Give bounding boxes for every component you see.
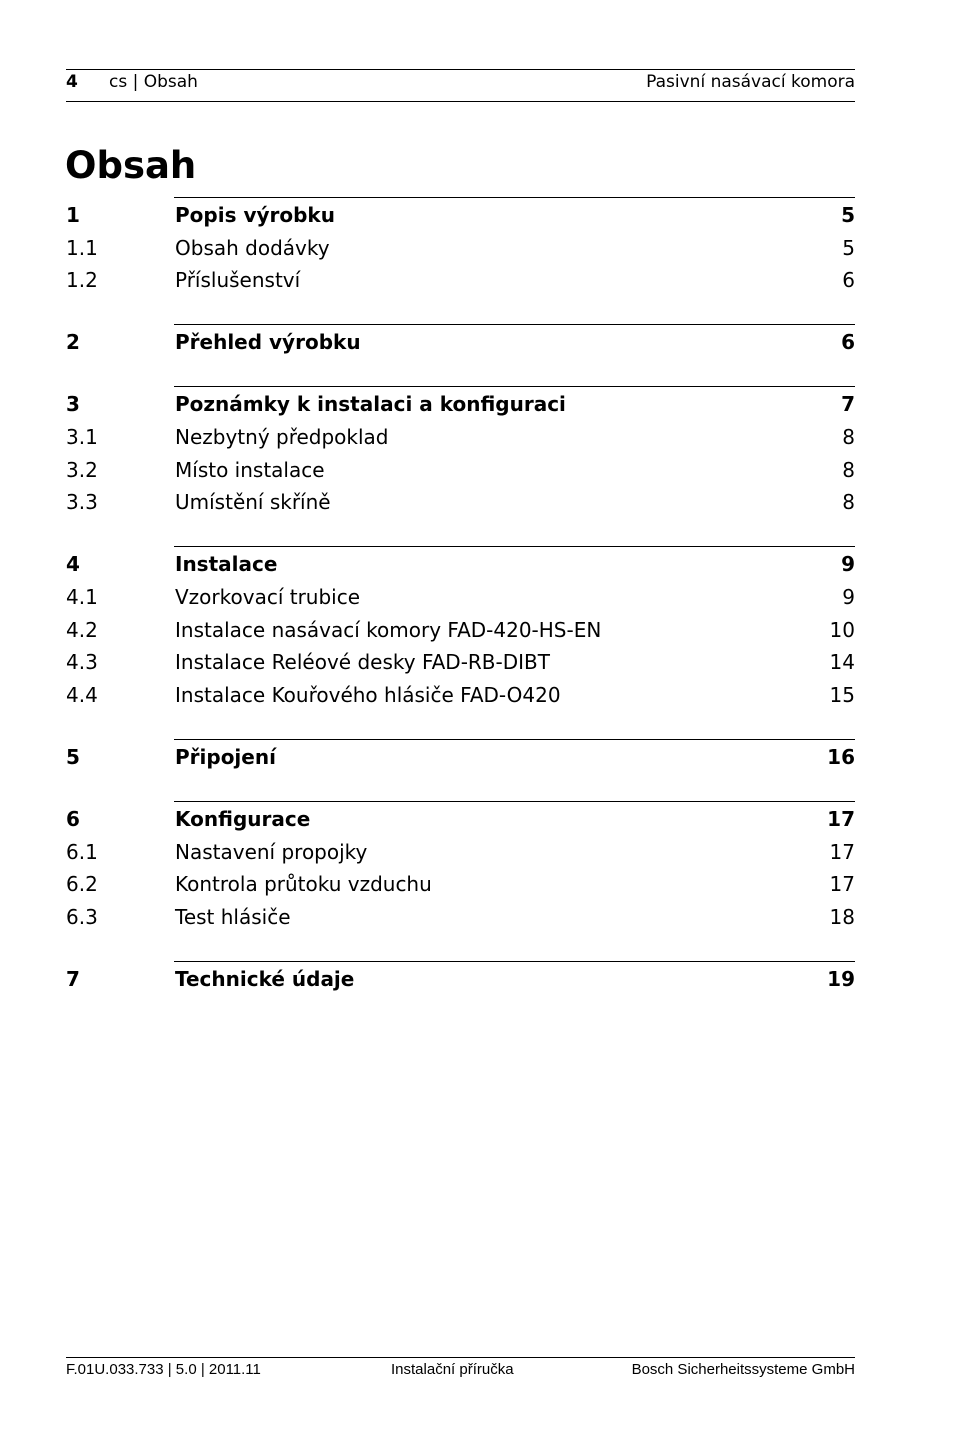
toc-entry-page: 14 xyxy=(829,650,855,674)
toc-chapter-row[interactable] xyxy=(0,388,954,421)
toc-entry-page: 7 xyxy=(841,392,855,416)
toc-chapter-rule xyxy=(174,961,855,962)
toc-entry-title[interactable]: Instalace Reléové desky FAD-RB-DIBT xyxy=(175,650,550,674)
toc-entry-page: 8 xyxy=(842,490,855,514)
header-page-number: 4 xyxy=(66,72,78,92)
toc-entry-number: 1 xyxy=(66,203,80,227)
toc-chapter-row[interactable] xyxy=(0,548,954,581)
toc-entry-title[interactable]: Instalace nasávací komory FAD-420-HS-EN xyxy=(175,618,602,642)
toc-entry-title[interactable]: Příslušenství xyxy=(175,268,301,292)
toc-entry-title[interactable]: Konfigurace xyxy=(175,807,311,831)
toc-entry-title[interactable]: Umístění skříně xyxy=(175,490,331,514)
toc-entry-number: 3.3 xyxy=(66,490,98,514)
toc-chapter-row[interactable] xyxy=(0,199,954,232)
footer-rule xyxy=(66,1357,855,1358)
toc-entry-number: 1.2 xyxy=(66,268,98,292)
toc-entry-title[interactable]: Připojení xyxy=(175,745,276,769)
toc-entry-page: 5 xyxy=(841,203,855,227)
toc-chapter-row[interactable] xyxy=(0,326,954,359)
toc-entry-number: 4.3 xyxy=(66,650,98,674)
toc-entry-page: 6 xyxy=(841,330,855,354)
toc-entry-title[interactable]: Instalace xyxy=(175,552,278,576)
toc-entry-number: 7 xyxy=(66,967,80,991)
toc-section-row[interactable] xyxy=(0,646,954,679)
toc-section-row[interactable] xyxy=(0,454,954,487)
toc-chapter-row[interactable] xyxy=(0,963,954,996)
toc-entry-page: 19 xyxy=(827,967,855,991)
toc-section-row[interactable] xyxy=(0,868,954,901)
toc-entry-page: 15 xyxy=(829,683,855,707)
toc-section-row[interactable] xyxy=(0,581,954,614)
toc-entry-number: 3 xyxy=(66,392,80,416)
toc-entry-number: 4 xyxy=(66,552,80,576)
toc-entry-number: 6.1 xyxy=(66,840,98,864)
toc-entry-page: 6 xyxy=(842,268,855,292)
footer-document-id: F.01U.033.733 | 5.0 | 2011.11 xyxy=(66,1361,261,1378)
toc-chapter-rule xyxy=(174,197,855,198)
toc-chapter-rule xyxy=(174,546,855,547)
toc-entry-title[interactable]: Nezbytný předpoklad xyxy=(175,425,389,449)
toc-entry-title[interactable]: Instalace Kouřového hlásiče FAD-O420 xyxy=(175,683,561,707)
toc-entry-page: 10 xyxy=(829,618,855,642)
toc-entry-number: 5 xyxy=(66,745,80,769)
toc-entry-page: 17 xyxy=(829,872,855,896)
toc-section-row[interactable] xyxy=(0,486,954,519)
toc-section-row[interactable] xyxy=(0,264,954,297)
toc-chapter-rule xyxy=(174,801,855,802)
toc-entry-title[interactable]: Technické údaje xyxy=(175,967,355,991)
toc-entry-page: 17 xyxy=(827,807,855,831)
header-top-rule xyxy=(66,69,855,70)
toc-entry-title[interactable]: Popis výrobku xyxy=(175,203,335,227)
toc-entry-page: 16 xyxy=(827,745,855,769)
toc-section-row[interactable] xyxy=(0,614,954,647)
toc-chapter-row[interactable] xyxy=(0,803,954,836)
toc-entry-page: 17 xyxy=(829,840,855,864)
toc-entry-number: 6.3 xyxy=(66,905,98,929)
toc-entry-page: 5 xyxy=(842,236,855,260)
toc-entry-title[interactable]: Obsah dodávky xyxy=(175,236,330,260)
toc-entry-title[interactable]: Test hlásiče xyxy=(175,905,291,929)
toc-entry-page: 9 xyxy=(842,585,855,609)
toc-entry-title[interactable]: Místo instalace xyxy=(175,458,325,482)
header-section: cs | Obsah xyxy=(109,72,198,92)
toc-entry-number: 2 xyxy=(66,330,80,354)
toc-entry-number: 4.2 xyxy=(66,618,98,642)
toc-entry-title[interactable]: Přehled výrobku xyxy=(175,330,361,354)
toc-entry-number: 3.1 xyxy=(66,425,98,449)
header-bottom-rule xyxy=(66,101,855,102)
toc-entry-page: 8 xyxy=(842,458,855,482)
toc-entry-number: 1.1 xyxy=(66,236,98,260)
page-title: Obsah xyxy=(65,143,197,187)
toc-section-row[interactable] xyxy=(0,901,954,934)
toc-chapter-row[interactable] xyxy=(0,741,954,774)
toc-entry-page: 18 xyxy=(829,905,855,929)
toc-chapter-rule xyxy=(174,739,855,740)
toc-entry-title[interactable]: Poznámky k instalaci a konfiguraci xyxy=(175,392,566,416)
toc-section-row[interactable] xyxy=(0,232,954,265)
toc-section-row[interactable] xyxy=(0,421,954,454)
toc-entry-number: 4.4 xyxy=(66,683,98,707)
footer-document-type: Instalační příručka xyxy=(391,1361,514,1378)
toc-section-row[interactable] xyxy=(0,836,954,869)
toc-chapter-rule xyxy=(174,386,855,387)
header-document-title: Pasivní nasávací komora xyxy=(646,72,855,92)
toc-chapter-rule xyxy=(174,324,855,325)
toc-entry-title[interactable]: Vzorkovací trubice xyxy=(175,585,361,609)
toc-entry-number: 6 xyxy=(66,807,80,831)
toc-entry-page: 9 xyxy=(841,552,855,576)
toc-entry-number: 6.2 xyxy=(66,872,98,896)
toc-entry-title[interactable]: Nastavení propojky xyxy=(175,840,368,864)
toc-entry-number: 3.2 xyxy=(66,458,98,482)
toc-entry-page: 8 xyxy=(842,425,855,449)
toc-section-row[interactable] xyxy=(0,679,954,712)
toc-entry-number: 4.1 xyxy=(66,585,98,609)
footer-company: Bosch Sicherheitssysteme GmbH xyxy=(631,1361,855,1378)
toc-entry-title[interactable]: Kontrola průtoku vzduchu xyxy=(175,872,432,896)
